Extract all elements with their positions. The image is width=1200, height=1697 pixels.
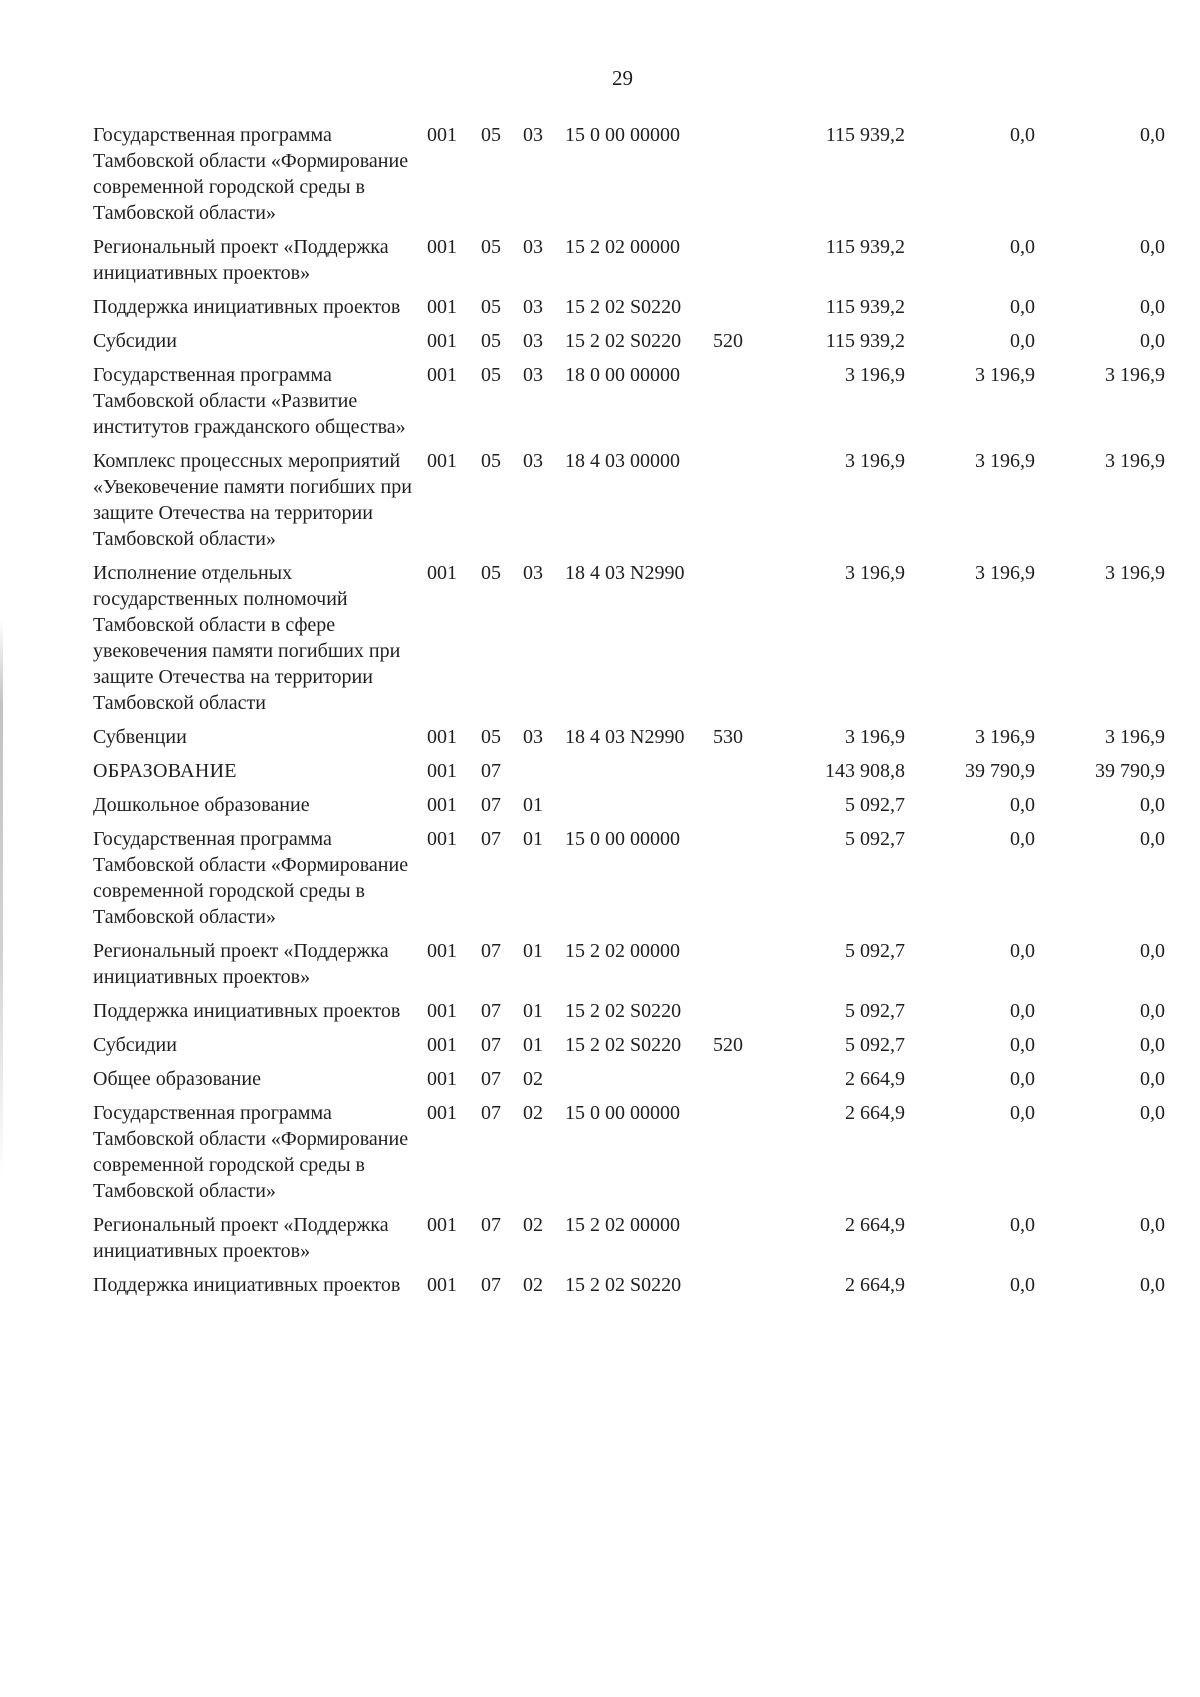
row-amount-year2: 39 790,9 — [965, 760, 1035, 782]
row-amount-year1: 5 092,7 — [845, 828, 905, 850]
row-subsection-code — [523, 758, 565, 792]
row-amount-year3: 0,0 — [1140, 1214, 1165, 1236]
row-subsection-code: 01 — [523, 794, 543, 816]
row-target-article-code: 15 0 00 00000 — [565, 124, 680, 146]
scan-edge-shadow — [0, 620, 3, 1180]
row-target-article-code — [565, 1066, 713, 1100]
row-name-cell: Исполнение отдельных государственных полномочий Тамбовской области в сфере увековечения памяти погибших при защите Отечества на территории Тамбовской области — [93, 562, 401, 714]
row-amount-year2: 0,0 — [1010, 1214, 1035, 1236]
table-row — [93, 758, 1165, 792]
row-amount-year3: 3 196,9 — [1105, 364, 1165, 386]
row-expense-type-code — [713, 1100, 775, 1212]
row-section-code: 07 — [481, 1274, 501, 1296]
row-amount-year3: 39 790,9 — [1095, 760, 1165, 782]
row-subsection-code: 03 — [523, 562, 543, 584]
row-name-cell: ОБРАЗОВАНИЕ — [93, 760, 237, 782]
row-ministry-code: 001 — [427, 760, 457, 782]
row-amount-year3: 0,0 — [1140, 1034, 1165, 1056]
row-name-cell: Региональный проект «Поддержка инициативных проектов» — [93, 940, 389, 988]
table-row — [93, 234, 1165, 294]
row-subsection-code: 02 — [523, 1214, 543, 1236]
row-subsection-code: 02 — [523, 1102, 543, 1124]
table-body — [93, 122, 1165, 1306]
row-section-code: 05 — [481, 562, 501, 584]
row-section-code: 07 — [481, 1102, 501, 1124]
row-amount-year1: 5 092,7 — [845, 940, 905, 962]
row-section-code: 07 — [481, 1214, 501, 1236]
row-amount-year3: 3 196,9 — [1105, 726, 1165, 748]
row-amount-year1: 115 939,2 — [825, 296, 905, 318]
table-row — [93, 938, 1165, 998]
row-ministry-code: 001 — [427, 330, 457, 352]
row-amount-year2: 0,0 — [1010, 940, 1035, 962]
row-section-code: 07 — [481, 828, 501, 850]
row-subsection-code: 03 — [523, 296, 543, 318]
row-amount-year2: 3 196,9 — [975, 562, 1035, 584]
row-amount-year2: 3 196,9 — [975, 450, 1035, 472]
row-expense-type-code — [713, 294, 775, 328]
row-target-article-code: 15 2 02 00000 — [565, 940, 680, 962]
row-target-article-code: 18 4 03 N2990 — [565, 726, 685, 748]
row-name-cell: Комплекс процессных мероприятий «Увековечение памяти погибших при защите Отечества на территории Тамбовской области» — [93, 450, 412, 550]
row-amount-year3: 0,0 — [1140, 296, 1165, 318]
row-amount-year3: 0,0 — [1140, 1068, 1165, 1090]
table-row — [93, 560, 1165, 724]
row-amount-year1: 3 196,9 — [845, 726, 905, 748]
row-ministry-code: 001 — [427, 1274, 457, 1296]
row-section-code: 07 — [481, 1068, 501, 1090]
row-name-cell: Региональный проект «Поддержка инициативных проектов» — [93, 1214, 389, 1262]
row-ministry-code: 001 — [427, 236, 457, 258]
row-subsection-code: 01 — [523, 1000, 543, 1022]
row-amount-year2: 3 196,9 — [975, 726, 1035, 748]
table-row — [93, 724, 1165, 758]
row-ministry-code: 001 — [427, 562, 457, 584]
row-section-code: 05 — [481, 296, 501, 318]
row-expense-type-code — [713, 1272, 775, 1306]
row-expense-type-code — [713, 1212, 775, 1272]
row-amount-year2: 0,0 — [1010, 296, 1035, 318]
row-amount-year1: 5 092,7 — [845, 794, 905, 816]
row-name-cell: Субсидии — [93, 1034, 177, 1056]
row-amount-year1: 3 196,9 — [845, 364, 905, 386]
row-target-article-code: 15 2 02 S0220 — [565, 330, 682, 352]
row-amount-year1: 2 664,9 — [845, 1214, 905, 1236]
row-expense-type-code — [713, 792, 775, 826]
row-section-code: 05 — [481, 330, 501, 352]
row-target-article-code: 18 0 00 00000 — [565, 364, 680, 386]
row-name-cell: Общее образование — [93, 1068, 261, 1090]
row-amount-year1: 2 664,9 — [845, 1068, 905, 1090]
row-target-article-code: 15 2 02 00000 — [565, 1214, 680, 1236]
row-section-code: 07 — [481, 760, 501, 782]
row-section-code: 05 — [481, 450, 501, 472]
row-amount-year3: 0,0 — [1140, 1000, 1165, 1022]
row-expense-type-code: 520 — [713, 1034, 743, 1056]
row-expense-type-code — [713, 758, 775, 792]
row-section-code: 07 — [481, 794, 501, 816]
row-ministry-code: 001 — [427, 124, 457, 146]
row-amount-year1: 143 908,8 — [825, 760, 905, 782]
row-amount-year3: 0,0 — [1140, 828, 1165, 850]
row-target-article-code — [565, 792, 713, 826]
row-section-code: 07 — [481, 1000, 501, 1022]
row-amount-year1: 3 196,9 — [845, 562, 905, 584]
row-amount-year2: 3 196,9 — [975, 364, 1035, 386]
row-ministry-code: 001 — [427, 296, 457, 318]
table-row — [93, 448, 1165, 560]
row-amount-year1: 2 664,9 — [845, 1274, 905, 1296]
row-target-article-code: 15 0 00 00000 — [565, 1102, 680, 1124]
row-subsection-code: 02 — [523, 1068, 543, 1090]
row-amount-year1: 115 939,2 — [825, 330, 905, 352]
row-ministry-code: 001 — [427, 1000, 457, 1022]
row-amount-year2: 0,0 — [1010, 124, 1035, 146]
row-target-article-code: 15 0 00 00000 — [565, 828, 680, 850]
row-amount-year3: 0,0 — [1140, 940, 1165, 962]
row-name-cell: Государственная программа Тамбовской области «Развитие институтов гражданского общества» — [93, 364, 406, 438]
row-amount-year2: 0,0 — [1010, 236, 1035, 258]
row-name-cell: Поддержка инициативных проектов — [93, 296, 401, 318]
row-amount-year2: 0,0 — [1010, 1068, 1035, 1090]
row-amount-year2: 0,0 — [1010, 828, 1035, 850]
row-name-cell: Субвенции — [93, 726, 187, 748]
row-amount-year3: 3 196,9 — [1105, 562, 1165, 584]
row-name-cell: Субсидии — [93, 330, 177, 352]
row-section-code: 05 — [481, 364, 501, 386]
table-row — [93, 1100, 1165, 1212]
row-subsection-code: 03 — [523, 124, 543, 146]
row-amount-year3: 3 196,9 — [1105, 450, 1165, 472]
row-section-code: 05 — [481, 124, 501, 146]
row-expense-type-code — [713, 362, 775, 448]
row-target-article-code: 15 2 02 S0220 — [565, 1274, 682, 1296]
row-ministry-code: 001 — [427, 828, 457, 850]
row-amount-year3: 0,0 — [1140, 794, 1165, 816]
row-amount-year2: 0,0 — [1010, 1000, 1035, 1022]
row-amount-year1: 2 664,9 — [845, 1102, 905, 1124]
row-section-code: 07 — [481, 940, 501, 962]
row-amount-year2: 0,0 — [1010, 1034, 1035, 1056]
row-amount-year3: 0,0 — [1140, 1102, 1165, 1124]
row-amount-year1: 5 092,7 — [845, 1034, 905, 1056]
row-ministry-code: 001 — [427, 1102, 457, 1124]
row-ministry-code: 001 — [427, 940, 457, 962]
row-expense-type-code — [713, 938, 775, 998]
table-row — [93, 1272, 1165, 1306]
row-subsection-code: 02 — [523, 1274, 543, 1296]
row-subsection-code: 03 — [523, 330, 543, 352]
row-target-article-code: 15 2 02 S0220 — [565, 1034, 682, 1056]
row-section-code: 05 — [481, 236, 501, 258]
row-amount-year2: 0,0 — [1010, 794, 1035, 816]
row-name-cell: Государственная программа Тамбовской области «Формирование современной городской среды в Тамбовской области» — [93, 124, 409, 224]
row-expense-type-code — [713, 448, 775, 560]
row-amount-year3: 0,0 — [1140, 236, 1165, 258]
page-number: 29 — [612, 66, 633, 90]
row-expense-type-code — [713, 998, 775, 1032]
row-amount-year1: 5 092,7 — [845, 1000, 905, 1022]
row-expense-type-code — [713, 1066, 775, 1100]
row-ministry-code: 001 — [427, 1068, 457, 1090]
table-row — [93, 122, 1165, 234]
row-subsection-code: 01 — [523, 1034, 543, 1056]
row-amount-year2: 0,0 — [1010, 330, 1035, 352]
row-section-code: 07 — [481, 1034, 501, 1056]
row-ministry-code: 001 — [427, 450, 457, 472]
table-row — [93, 294, 1165, 328]
row-amount-year2: 0,0 — [1010, 1274, 1035, 1296]
row-subsection-code: 03 — [523, 236, 543, 258]
table-row — [93, 1212, 1165, 1272]
table-row — [93, 1066, 1165, 1100]
row-target-article-code: 18 4 03 N2990 — [565, 562, 685, 584]
row-name-cell: Государственная программа Тамбовской области «Формирование современной городской среды в Тамбовской области» — [93, 828, 409, 928]
table-row — [93, 328, 1165, 362]
row-amount-year3: 0,0 — [1140, 330, 1165, 352]
table-row — [93, 1032, 1165, 1066]
row-name-cell: Государственная программа Тамбовской области «Формирование современной городской среды в Тамбовской области» — [93, 1102, 409, 1202]
row-expense-type-code — [713, 826, 775, 938]
row-target-article-code: 15 2 02 00000 — [565, 236, 680, 258]
row-amount-year1: 3 196,9 — [845, 450, 905, 472]
table-row — [93, 362, 1165, 448]
row-subsection-code: 03 — [523, 364, 543, 386]
row-target-article-code: 15 2 02 S0220 — [565, 1000, 682, 1022]
row-ministry-code: 001 — [427, 794, 457, 816]
row-expense-type-code: 530 — [713, 726, 743, 748]
row-subsection-code: 03 — [523, 450, 543, 472]
row-ministry-code: 001 — [427, 1034, 457, 1056]
row-target-article-code: 15 2 02 S0220 — [565, 296, 682, 318]
row-amount-year3: 0,0 — [1140, 124, 1165, 146]
row-target-article-code — [565, 758, 713, 792]
row-subsection-code: 01 — [523, 828, 543, 850]
table-row — [93, 826, 1165, 938]
row-amount-year2: 0,0 — [1010, 1102, 1035, 1124]
row-section-code: 05 — [481, 726, 501, 748]
row-name-cell: Поддержка инициативных проектов — [93, 1000, 401, 1022]
row-ministry-code: 001 — [427, 364, 457, 386]
row-amount-year3: 0,0 — [1140, 1274, 1165, 1296]
table-row — [93, 998, 1165, 1032]
row-amount-year1: 115 939,2 — [825, 124, 905, 146]
table-row — [93, 792, 1165, 826]
row-expense-type-code: 520 — [713, 330, 743, 352]
row-name-cell: Региональный проект «Поддержка инициативных проектов» — [93, 236, 389, 284]
row-expense-type-code — [713, 122, 775, 234]
row-name-cell: Поддержка инициативных проектов — [93, 1274, 401, 1296]
budget-table — [93, 122, 1165, 1306]
row-subsection-code: 01 — [523, 940, 543, 962]
row-amount-year1: 115 939,2 — [825, 236, 905, 258]
row-subsection-code: 03 — [523, 726, 543, 748]
row-expense-type-code — [713, 560, 775, 724]
row-ministry-code: 001 — [427, 726, 457, 748]
row-name-cell: Дошкольное образование — [93, 794, 310, 816]
row-ministry-code: 001 — [427, 1214, 457, 1236]
row-target-article-code: 18 4 03 00000 — [565, 450, 680, 472]
row-expense-type-code — [713, 234, 775, 294]
